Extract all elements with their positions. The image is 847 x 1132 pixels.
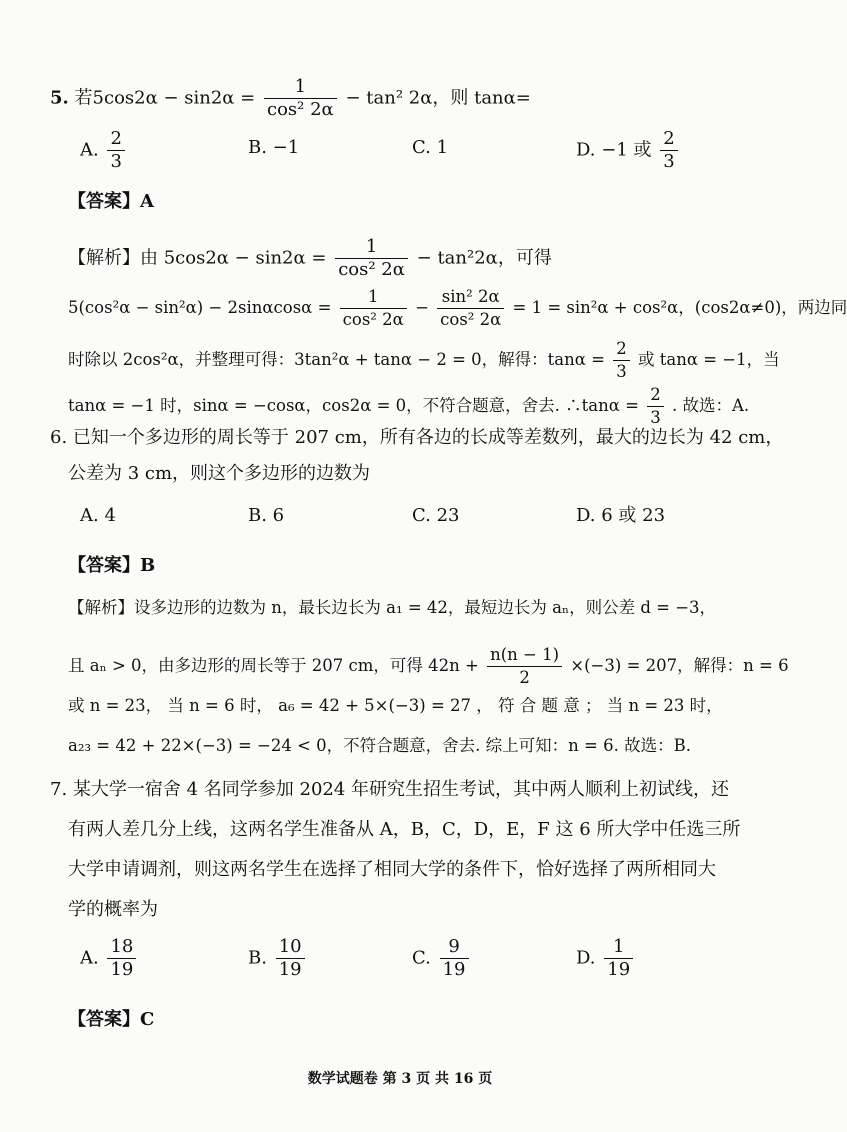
fraction-denominator: cos² 2α: [267, 99, 334, 120]
q7-stem-line-2: 有两人差几分上线，这两名学生准备从 A，B，C，D，E，F 这 6 所大学中任选三所: [68, 819, 741, 840]
fraction-numerator: sin² 2α: [437, 286, 504, 309]
text: − tan²2α，可得: [416, 247, 552, 269]
fraction-denominator: cos² 2α: [338, 259, 405, 280]
fraction-denominator: cos² 2α: [440, 310, 502, 329]
option-fraction: [440, 936, 469, 981]
fraction-denominator: 2: [519, 668, 530, 687]
q6-option-b[interactable]: B. 6: [248, 505, 285, 526]
option-fraction: [604, 936, 633, 981]
text: 5(cos²α − sin²α) − 2sinαcosα =: [68, 298, 332, 317]
option-label: A.: [80, 947, 99, 969]
fraction-numerator: 1: [335, 236, 408, 259]
text: ×(−3) = 207，解得：n = 6: [570, 656, 789, 675]
text: 且 aₙ > 0，由多边形的周长等于 207 cm，可得 42n +: [68, 656, 479, 675]
q5-stem: [50, 76, 531, 121]
solution-fraction: [340, 286, 407, 331]
text: tanα = −1 时，sinα = −cosα，cos2α = 0，不符合题意，舍去. ∴tanα =: [68, 396, 639, 415]
fraction-numerator: 2: [647, 384, 664, 407]
solution-fraction: [613, 338, 630, 383]
q6-option-d[interactable]: D. 6 或 23: [576, 505, 666, 526]
option-label: C.: [412, 947, 431, 969]
q6-solution-line-2: [68, 644, 789, 689]
fraction-denominator: 19: [607, 959, 631, 980]
q5-stem-fraction: [264, 76, 337, 121]
q5-solution-line-3: [68, 338, 780, 383]
fraction-numerator: 2: [107, 128, 124, 151]
option-text: D. −1 或: [576, 139, 652, 161]
option-label: B.: [248, 947, 267, 969]
fraction-numerator: n(n − 1): [487, 644, 562, 667]
option-fraction: [107, 936, 136, 981]
fraction-numerator: 9: [440, 936, 469, 959]
fraction-numerator: 1: [264, 76, 337, 99]
q5-option-a[interactable]: [80, 128, 128, 173]
page-footer: 数学试题卷 第 3 页 共 16 页: [307, 1071, 493, 1087]
fraction-denominator: 3: [616, 362, 627, 381]
q7-option-c[interactable]: [412, 936, 472, 981]
q7-option-b[interactable]: [248, 936, 308, 981]
fraction-denominator: 19: [110, 959, 134, 980]
text: −: [415, 298, 429, 317]
fraction-denominator: 19: [442, 959, 466, 980]
q5-solution-line-4: [68, 384, 749, 429]
q7-option-d[interactable]: [576, 936, 636, 981]
q6-solution-line-3: 或 n = 23， 当 n = 6 时， a₆ = 42 + 5×(−3) = 27 ， 符 合 题 意 ； 当 n = 23 时，: [68, 696, 723, 715]
fraction-numerator: 2: [660, 128, 677, 151]
text: 时除以 2cos²α，并整理可得：3tan²α + tanα − 2 = 0，解得：tanα =: [68, 350, 605, 369]
fraction-denominator: 3: [650, 408, 661, 427]
fraction-numerator: 18: [107, 936, 136, 959]
q7-stem-line-4: 学的概率为: [68, 899, 158, 920]
q6-stem-line-2: 公差为 3 cm，则这个多边形的边数为: [68, 463, 371, 484]
q5-solution-line-2: [68, 286, 847, 331]
q7-stem-line-1: 7. 某大学一宿舍 4 名同学参加 2024 年研究生招生考试，其中两人顺利上初试线，还: [50, 779, 730, 800]
fraction-numerator: 10: [276, 936, 305, 959]
fraction-denominator: 3: [663, 151, 675, 172]
solution-fraction: [487, 644, 562, 689]
fraction-denominator: cos² 2α: [342, 310, 404, 329]
fraction-numerator: 1: [604, 936, 633, 959]
q6-stem-line-1: 6. 已知一个多边形的周长等于 207 cm，所有各边的长成等差数列，最大的边长为 42 cm，: [50, 427, 784, 448]
q5-option-c[interactable]: C. 1: [412, 137, 449, 158]
q5-answer: 【答案】A: [68, 191, 154, 212]
q5-solution-line-1: [68, 236, 552, 281]
q6-option-a[interactable]: A. 4: [80, 505, 116, 526]
fraction-numerator: 1: [340, 286, 407, 309]
text: 【解析】由 5cos2α − sin2α =: [68, 247, 327, 269]
q7-answer: 【答案】C: [68, 1009, 155, 1030]
option-label: D.: [576, 947, 596, 969]
option-fraction: [276, 936, 305, 981]
option-fraction: [107, 128, 124, 173]
q5-stem-right: − tan² 2α，则 tanα=: [345, 87, 531, 109]
q5-stem-left: 若5cos2α − sin2α =: [74, 87, 256, 109]
fraction-denominator: 3: [110, 151, 122, 172]
solution-fraction: [437, 286, 504, 331]
fraction-numerator: 2: [613, 338, 630, 361]
text: . 故选：A.: [671, 396, 750, 415]
q7-option-a[interactable]: [80, 936, 139, 981]
q5-number: 5.: [50, 87, 69, 109]
solution-fraction: [647, 384, 664, 429]
text: = 1 = sin²α + cos²α，(cos2α≠0)，两边同: [512, 298, 847, 317]
fraction-denominator: 19: [278, 959, 302, 980]
solution-fraction: [335, 236, 408, 281]
q6-solution-line-4: a₂₃ = 42 + 22×(−3) = −24 < 0，不符合题意，舍去. 综上可知：n = 6. 故选：B.: [68, 736, 691, 755]
q7-stem-line-3: 大学申请调剂，则这两名学生在选择了相同大学的条件下，恰好选择了两所相同大: [68, 859, 716, 880]
q5-option-d[interactable]: [576, 128, 681, 173]
q5-option-b[interactable]: B. −1: [248, 137, 300, 158]
q6-answer: 【答案】B: [68, 555, 156, 576]
q6-solution-line-1: 【解析】设多边形的边数为 n，最长边长为 a₁ = 42，最短边长为 aₙ，则公差 d = −3，: [68, 598, 717, 617]
q6-option-c[interactable]: C. 23: [412, 505, 460, 526]
text: 或 tanα = −1，当: [637, 350, 780, 369]
option-fraction: [660, 128, 677, 173]
option-label: A.: [80, 139, 99, 161]
